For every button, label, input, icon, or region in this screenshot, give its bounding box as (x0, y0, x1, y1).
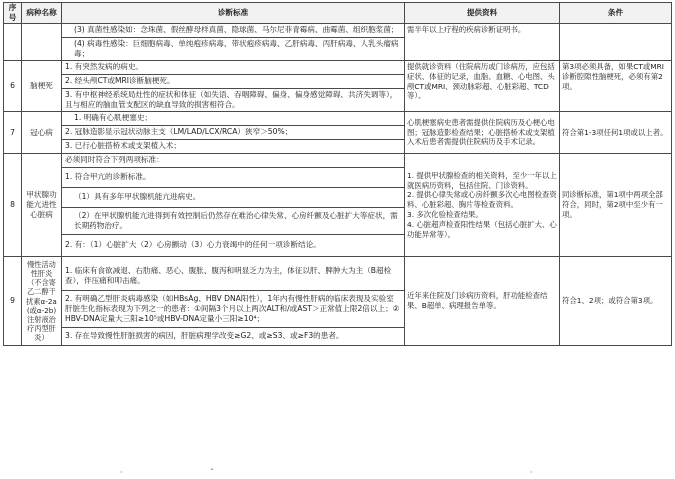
criteria-line: 3. 存在导致慢性肝脏损害的病因，肝脏病理学改变≥G2、或≥S3、或≥F3的患者。 (65, 331, 344, 341)
criteria-cell (62, 24, 405, 61)
criteria-cell (62, 61, 405, 112)
disease-name: 慢性活动性肝炎（不含寄乙二醇干扰素α-2a(或α-2b)注射液治疗丙型肝炎） (22, 257, 62, 346)
criteria-table (3, 2, 672, 346)
header-conditions: 条件 (560, 3, 672, 24)
row-number: 7 (4, 112, 22, 154)
table-row (4, 112, 672, 154)
criteria-line: 1. 有突然发病的病史。 (62, 61, 404, 75)
conditions-cell: 符合第1-3项任何1项或以上者。 (560, 112, 672, 154)
criteria-cell (62, 154, 405, 257)
criteria-cell (62, 112, 405, 154)
row-number: 6 (4, 61, 22, 112)
page-footer-marks (60, 468, 620, 477)
disease-name: 脑梗死 (22, 61, 62, 112)
criteria-line: （2）在甲状腺机能亢进得到有效控制后仍然存在难治心律失常、心房纤颤及心脏扩大等症状，需长期药物治疗。 (62, 208, 404, 235)
criteria-line: 2. 经头颅CT或MRI诊断脑梗死。 (62, 75, 404, 89)
criteria-line: 2. 有明确乙型肝炎病毒感染（如HBsAg、HBV DNA阳性），1年内有慢性肝病的临床表现及实验室肝脏生化指标表现为下列之一的患者：①间隔3个月以上两次ALT和/或AST＞正常值上限2倍以上；②HBV-DNA定量大三阳≥10⁵或HBV-DNA定量小三阳≥10⁴； (62, 291, 404, 328)
criteria-cell (62, 257, 405, 346)
materials-cell: 近年来住院及门诊病历资料，肝功能检查结果、B超单、病理报告单等。 (405, 257, 560, 346)
materials-cell: 需半年以上疗程的疾病诊断证明书。 (405, 24, 560, 61)
conditions-cell: 符合1、2项；或符合第3项。 (560, 257, 672, 346)
criteria-line: 2. 有：（1）心脏扩大（2）心房颤动（3）心力衰竭中的任何一项诊断结论。 (65, 240, 321, 250)
criteria-line: 1. 符合甲亢的诊断标准。 (62, 168, 404, 188)
conditions-cell: 第3项必须具备，如果CT或MRI诊断腔隙性脑梗死，必须有第2项。 (560, 61, 672, 112)
table-header-row (4, 3, 672, 24)
header-num: 序号 (4, 3, 22, 24)
footer-mark: · (530, 468, 533, 477)
table-row (4, 61, 672, 112)
row-number: 8 (4, 154, 22, 257)
criteria-line: 3. 有中枢神经系统局灶性的症状和体征（如失语、吞咽障碍、偏身、偏身感觉障碍、共济失调等），且与相应的脑血管支配区的缺血导致的损害相符合。 (65, 90, 398, 110)
criteria-line: 1. 临床有食欲减退、右肋痛、恶心、腹胀、腹泻和明显乏力为主，体征以肝、脾肿大为主（B超检查），伴压痛和叩击痛。 (62, 257, 404, 291)
table-row (4, 154, 672, 257)
footer-mark: · (120, 468, 123, 477)
header-disease: 病种名称 (22, 3, 62, 24)
header-criteria: 诊断标准 (62, 3, 405, 24)
materials-text: 1. 提供甲状腺检查的相关资料，至少一年以上就医病历资料，包括住院、门诊资料。 2. 提供心律失常或心房纤颤多次心电图检查资料、心脏彩超、胸片等检查资料。 3. 多次化验检查结果。 4. 心脏超声检查阳性结果（包括心脏扩大、心功能异常等）。 (407, 170, 557, 239)
disease-name: 冠心病 (22, 112, 62, 154)
criteria-line: (3) 真菌性感染如：念珠菌、假丝酵母样真菌、隐球菌、马尔尼菲青霉病、曲霉菌、组织胞浆菌； (62, 24, 404, 38)
materials-cell: 提供就诊资料（住院病历或门诊病历，应包括症状、体征的记录，血脂、血糖、心电图、头颅CT或MRI、颈动脉彩超、心脏彩超、TCD等）。 (405, 61, 560, 112)
table-row (4, 257, 672, 346)
footer-mark: ˆ (210, 468, 214, 477)
conditions-cell: 同诊断标准，第1项中两项全部符合，同时，第2项中至少有一项。 (560, 154, 672, 257)
criteria-line: 1. 明确有心肌梗塞史； (62, 112, 404, 126)
criteria-line: (4) 病毒性感染：巨细胞病毒、单纯疱疹病毒、带状疱疹病毒、乙肝病毒、丙肝病毒、人乳头瘤病毒； (74, 39, 399, 59)
materials-cell (405, 154, 560, 257)
criteria-line: 3. 已行心脏搭桥术或支架植入术； (65, 141, 181, 151)
header-materials: 提供资料 (405, 3, 560, 24)
table-row (4, 24, 672, 61)
criteria-line: （1）具有多年甲状腺机能亢进病史。 (62, 188, 404, 208)
materials-cell: 心肌梗塞病史患者需提供住院病历及心梗心电图；冠脉造影检查结果；心脏搭桥术或支架植入术后患者需提供住院病历及手术记录。 (405, 112, 560, 154)
criteria-line: 必须同时符合下列两项标准： (62, 154, 404, 168)
criteria-line: 2. 冠脉造影显示冠状动脉主支（LM/LAD/LCX/RCA）狭窄＞50%； (62, 126, 404, 140)
row-number: 9 (4, 257, 22, 346)
disease-name: 甲状腺功能亢进性心脏病 (22, 154, 62, 257)
